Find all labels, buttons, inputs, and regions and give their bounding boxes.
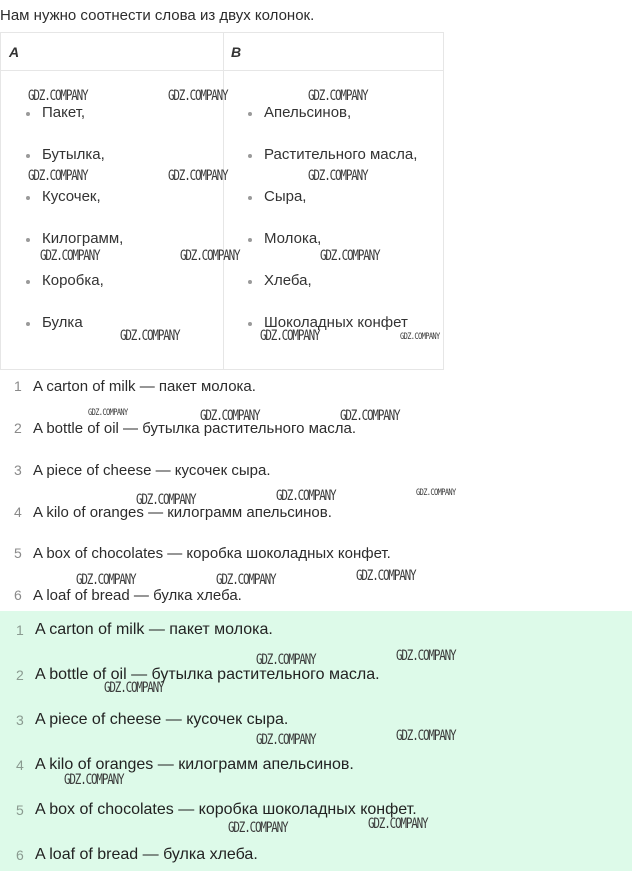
column-b-list — [1, 33, 443, 369]
answer-text: A loaf of bread — булка хлеба. — [35, 846, 258, 863]
watermark: GDZ.COMPANY — [308, 168, 368, 184]
column-b-item: Растительного масла, — [264, 146, 418, 163]
watermark: GDZ.COMPANY — [256, 652, 316, 668]
watermark: GDZ.COMPANY — [88, 408, 128, 418]
watermark: GDZ.COMPANY — [168, 88, 228, 104]
answer-row — [0, 504, 632, 528]
highlighted-answer-block — [0, 611, 632, 871]
answer-number: 5 — [16, 802, 24, 818]
answer-row — [0, 545, 632, 569]
answer-number: 4 — [14, 504, 22, 520]
watermark: GDZ.COMPANY — [400, 332, 440, 342]
answer-text: A box of chocolates — коробка шоколадных конфет. — [33, 545, 391, 562]
answer-number: 3 — [16, 712, 24, 728]
column-a-item: Пакет, — [42, 104, 86, 121]
watermark: GDZ.COMPANY — [76, 572, 136, 588]
watermark: GDZ.COMPANY — [200, 408, 260, 424]
intro-text: Нам нужно соотнести слова из двух колонок. — [0, 7, 315, 24]
answer-number: 2 — [16, 667, 24, 683]
watermark: GDZ.COMPANY — [136, 492, 196, 508]
answer-number: 1 — [16, 622, 24, 638]
answer-row — [0, 420, 632, 444]
column-a-item: Булка — [42, 314, 83, 331]
watermark: GDZ.COMPANY — [120, 328, 180, 344]
column-b-item: Апельсинов, — [264, 104, 352, 121]
column-a-item: Коробка, — [42, 272, 104, 289]
watermark: GDZ.COMPANY — [216, 572, 276, 588]
answer-row — [0, 462, 632, 486]
answer-text: A loaf of bread — булка хлеба. — [33, 587, 242, 604]
column-b-item: Хлеба, — [264, 272, 312, 289]
answer-text: A kilo of oranges — килограмм апельсинов. — [33, 504, 332, 521]
watermark: GDZ.COMPANY — [368, 816, 428, 832]
column-b-header: B — [231, 44, 242, 60]
answer-text: A box of chocolates — коробка шоколадных конфет. — [35, 801, 417, 818]
watermark: GDZ.COMPANY — [356, 568, 416, 584]
watermark: GDZ.COMPANY — [40, 248, 100, 264]
watermark: GDZ.COMPANY — [180, 248, 240, 264]
matching-table — [0, 32, 444, 370]
answer-number: 4 — [16, 757, 24, 773]
watermark: GDZ.COMPANY — [340, 408, 400, 424]
watermark: GDZ.COMPANY — [104, 680, 164, 696]
watermark: GDZ.COMPANY — [276, 488, 336, 504]
answer-text: A kilo of oranges — килограмм апельсинов. — [35, 756, 354, 773]
column-a-item: Кусочек, — [42, 188, 101, 205]
column-a-item: Бутылка, — [42, 146, 105, 163]
watermark: GDZ.COMPANY — [320, 248, 380, 264]
answer-number: 3 — [14, 462, 22, 478]
column-a-header: A — [9, 44, 20, 60]
column-a-item: Килограмм, — [42, 230, 124, 247]
watermark: GDZ.COMPANY — [28, 168, 88, 184]
column-b-item: Молока, — [264, 230, 322, 247]
watermark: GDZ.COMPANY — [396, 648, 456, 664]
answer-text: A carton of milk — пакет молока. — [33, 378, 256, 395]
answer-text: A carton of milk — пакет молока. — [35, 621, 273, 638]
answer-number: 6 — [16, 847, 24, 863]
watermark: GDZ.COMPANY — [168, 168, 228, 184]
watermark: GDZ.COMPANY — [228, 820, 288, 836]
watermark: GDZ.COMPANY — [28, 88, 88, 104]
answer-number: 1 — [14, 378, 22, 394]
answer-text: A piece of cheese — кусочек сыра. — [35, 711, 289, 728]
column-b-item: Шоколадных конфет — [264, 314, 408, 331]
answer-number: 2 — [14, 420, 22, 436]
column-b-item: Сыра, — [264, 188, 307, 205]
answer-number: 6 — [14, 587, 22, 603]
answer-row — [0, 378, 632, 402]
watermark: GDZ.COMPANY — [396, 728, 456, 744]
answer-text: A bottle of oil — бутылка растительного масла. — [35, 666, 380, 683]
watermark: GDZ.COMPANY — [416, 488, 456, 498]
answer-number: 5 — [14, 545, 22, 561]
watermark: GDZ.COMPANY — [256, 732, 316, 748]
answer-text: A piece of cheese — кусочек сыра. — [33, 462, 271, 479]
watermark: GDZ.COMPANY — [64, 772, 124, 788]
watermark: GDZ.COMPANY — [260, 328, 320, 344]
watermark: GDZ.COMPANY — [308, 88, 368, 104]
answer-text: A bottle of oil — бутылка растительного масла. — [33, 420, 357, 437]
answer-row — [0, 587, 632, 611]
